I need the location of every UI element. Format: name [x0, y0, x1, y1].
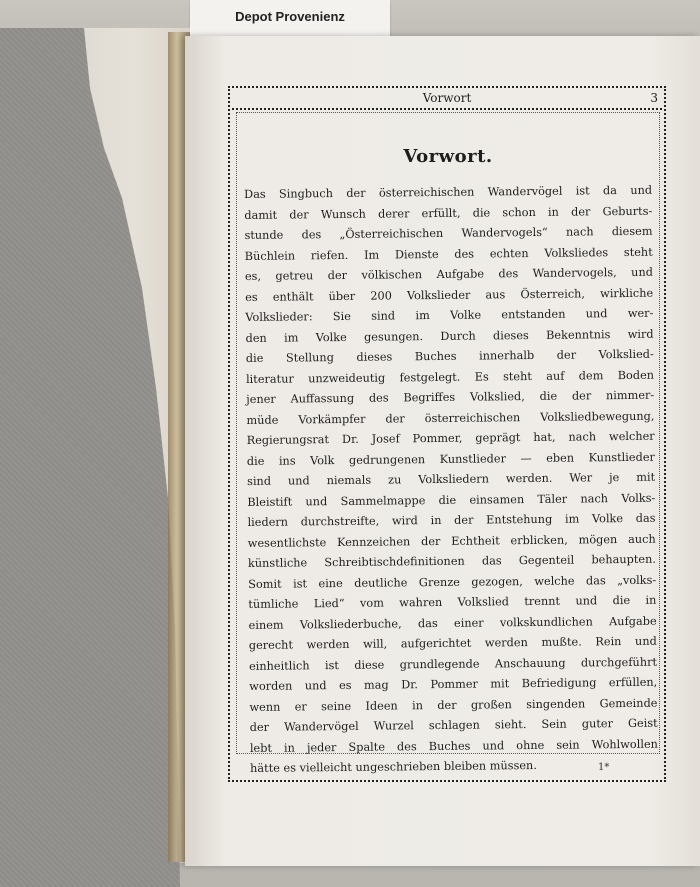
text-line: Volkslieder: Sie sind im Volke entstanden und wer- [245, 306, 654, 324]
text-line: sind und niemals zu Volksliedern werden. Wer je mit [247, 470, 656, 488]
text-line: wenn er seine Ideen in der großen singenden Gemeinde [249, 696, 658, 714]
text-line: die ins Volk gedrungenen Kunstlieder — eben Kunstlieder [246, 450, 655, 468]
text-line: gerecht werden will, aufgerichtet werden mußte. Rein und [248, 634, 657, 652]
page-number: 3 [650, 91, 658, 105]
text-line: Bleistift und Sammelmappe die einsamen Täler nach Volks- [247, 491, 656, 509]
text-line: Somit ist eine deutliche Grenze gezogen, welche das „volks- [248, 573, 657, 591]
text-line: Das Singbuch der österreichischen Wandervögel ist da und [244, 183, 653, 201]
text-line: wesentlichste Kennzeichen der Echtheit erblicken, mögen auch [247, 532, 656, 550]
page-header [232, 90, 662, 110]
text-line: jener Auffassung des Begriffes Volkslied, die der nimmer- [246, 388, 655, 406]
provenance-label-text: Depot Provenienz [235, 9, 345, 24]
text-line: tümliche Lied“ vom wahren Volkslied trennt und die in [248, 593, 657, 611]
text-line: künstliche Schreibtischdefinitionen das Gegenteil behaupten. [247, 552, 657, 570]
text-line: einem Volksliederbuche, das einer volkskundlichen Aufgabe [248, 614, 657, 632]
running-head: Vorwort [422, 91, 472, 105]
text-line: stunde des „Österreichischen Wandervogels“ nach diesem [244, 224, 653, 242]
text-line: hätte es vielleicht ungeschrieben bleiben müssen. [250, 758, 537, 775]
text-line: müde Vorkämpfer der österreichischen Volksliedbewegung, [246, 409, 655, 427]
text-line: es, getreu der völkischen Aufgabe des Wandervogels, und [244, 265, 654, 283]
text-line: es enthält über 200 Volkslieder aus Österreich, wirkliche [245, 286, 654, 304]
text-line: einheitlich ist diese grundlegende Anschauung durchgeführt [248, 655, 658, 673]
text-line: der Wandervögel Wurzel schlagen sieht. Sein guter Geist [249, 716, 658, 734]
text-line: lebt in jeder Spalte des Buches und ohne sein Wohlwollen [249, 737, 658, 755]
text-line: literatur unzweideutig festgelegt. Es steht auf dem Boden [245, 368, 655, 386]
text-line: damit der Wunsch derer erfüllt, die schon in der Geburts- [244, 204, 653, 222]
text-line: Regierungsrat Dr. Josef Pommer, geprägt hat, nach welcher [246, 429, 655, 447]
body-text [244, 181, 658, 780]
text-line: Büchlein riefen. Im Dienste des echten Volksliedes steht [244, 245, 653, 263]
text-line: die Stellung dieses Buches innerhalb der Volkslied- [245, 347, 654, 365]
provenance-label [190, 0, 390, 36]
text-line: den im Volke gesungen. Durch dieses Bekenntnis wird [245, 327, 654, 345]
text-line: worden und es mag Dr. Pommer mit Befriedigung erfüllen, [249, 675, 658, 693]
signature-mark: 1* [598, 762, 610, 773]
page-title: Vorwort. [403, 146, 493, 167]
text-line: liedern durchstreifte, wird in der Entstehung im Volke das [247, 511, 656, 529]
